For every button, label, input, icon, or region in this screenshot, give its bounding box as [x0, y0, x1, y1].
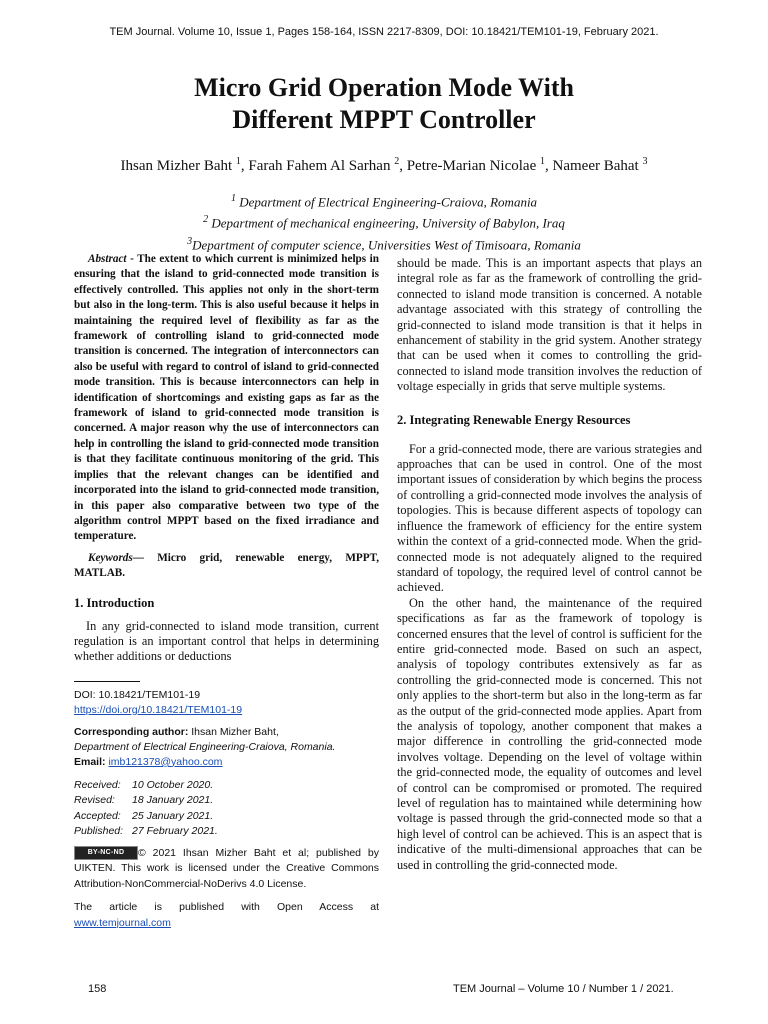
date-received: Received: 10 October 2020.: [74, 778, 214, 791]
journal-footer: TEM Journal – Volume 10 / Number 1 / 2021.: [453, 983, 674, 995]
author-affil-ref: 1: [235, 156, 241, 167]
date-published: Published: 27 February 2021.: [74, 825, 218, 838]
affiliation: $^1$ Department of Electrical Engineering-Craiova, Romania: [230, 193, 538, 210]
author-affil-ref: 1: [540, 156, 545, 167]
body-paragraph: should be made. This is an important aspects that plays an integral role as far as the framework of controlling the grid-connected to island mode transition is concerned. A notable advantage associated with this strategy of controlling the grid-connected to island mode transition is that it helps in enhancement of stability in the grid system. Another strategy that can be used when it comes to controlling the grid-connected to island mode transition involves the reduction of voltage especially in grids that serve multiple systems.: [397, 256, 702, 394]
email-link[interactable]: imb121378@yahoo.com: [108, 755, 223, 768]
author-name: Nameer Bahat: [552, 158, 639, 174]
page-number: 158: [88, 983, 107, 995]
abstract-label: Abstract: [88, 253, 127, 265]
doi-text: DOI: 10.18421/TEM101-19: [74, 688, 201, 701]
abstract-text: - The extent to which current is minimized helps in ensuring that the island to grid-connected mode transition is effectively controlled. This applies not only in the short-term but also in the long-term. This is also useful because it helps in maintaining the required level of flexibility as far as the framework of controlling island to grid-connected mode transition is concerned. The integration of interconnectors can also be useful with regard to control of island to grid-connected mode transition. This is because interconnectors can help in identification of shortcomings and existing gaps as far as the framework of island to grid-connected mode transition is concerned. A major reason why the use of interconnectors can help in controlling the island to grid-connected mode transition is that they facilitate continuous monitoring of the grid. This implies that the relevant changes can be identified and incorporated into the island to grid-connected mode transition, in this paper also comparative between two type of the algorithm control MPPT based on the fixed irradiance and temperature.: [74, 253, 379, 543]
author-name: Farah Fahem Al Sarhan: [248, 158, 391, 174]
footnote-block: [74, 688, 379, 932]
author-affil-ref: 2: [394, 156, 400, 167]
author-affil-ref: 3: [642, 156, 648, 167]
date-list: [74, 778, 379, 840]
left-column: [74, 252, 379, 931]
affiliation: $^3$Department of computer science, Universities West of Timisoara, Romania: [187, 235, 581, 252]
corresponding-author-affiliation: Department of Electrical Engineering-Craiova, Romania.: [74, 740, 336, 753]
affiliation: $^2$ Department of mechanical engineering, University of Babylon, Iraq: [203, 214, 565, 231]
keywords-text: — Micro grid, renewable energy, MPPT, MATLAB.: [74, 551, 379, 580]
affiliation-list: [0, 190, 768, 254]
open-access-note: The article is published with Open Access at www.temjournal.com: [74, 901, 379, 929]
author-list: Ihsan Mizher Baht $^1$, Farah Fahem Al Sarhan $^2$, Petre-Marian Nicolae $^1$, Nameer Bahat $^3$: [120, 156, 648, 174]
abstract: [74, 252, 379, 545]
corresponding-author-name: Ihsan Mizher Baht,: [188, 725, 279, 738]
email-label: Email:: [74, 755, 106, 768]
journal-citation-header: TEM Journal. Volume 10, Issue 1, Pages 158-164, ISSN 2217-8309, DOI: 10.18421/TEM101-19, February 2021.: [109, 26, 659, 38]
keywords: [74, 551, 379, 582]
author-name: Ihsan Mizher Baht: [120, 158, 233, 174]
introduction-paragraph: In any grid-connected to island mode transition, current regulation is an important control that helps in determining whether additions or deductions: [74, 618, 379, 664]
journal-website-link[interactable]: www.temjournal.com: [74, 916, 171, 929]
corresponding-author-label: Corresponding author:: [74, 725, 189, 738]
section-heading-introduction: 1. Introduction: [74, 595, 155, 610]
body-paragraph: For a grid-connected mode, there are various strategies and approaches that can be used in control. One of the most important issues of consideration by which begins the process of controlling a grid-connected mode involves the analysis of topologies. This is because different aspects of topology can influence the framework of efficiency for the entire system within the context of a grid-connected mode. When the grid-connected mode is not adequately aligned to the required standard of topology, the required level of control cannot be achieved.: [397, 441, 702, 595]
license-text: BY-NC-ND © 2021 Ihsan Mizher Baht et al; published by UIKTEN. This work is licensed under the Creative Commons Attribution-NonCommercial-NoDerivs 4.0 License.: [74, 846, 379, 890]
body-paragraph: On the other hand, the maintenance of the required specifications as far as the framework of topology is concerned ensures that the level of control is sufficient for the entire grid-connected mode. Based on such an aspect, analysis of topology contributes extensively as far as controlling the grid-connected mode is concerned. This not only applies to the short-term but also in the long-term as far as the output of the grid-connected mode applies. Apart from the analysis of topology, another component that makes a major difference in controlling the grid-connected mode involves voltage. Depending on the level of voltage within the grid-connected mode, the equality of outcomes and level of control can be compromised or promoted. The required level of regulation has to maintained while determining how voltage is passed through the grid-connected mode so that a high level of control can be achieved. This is an aspect that is indicative of the multi-dimensional approaches that can be used in controlling the grid-connected mode.: [397, 595, 702, 872]
paper-title: [0, 72, 768, 136]
author-name: Petre-Marian Nicolae: [406, 158, 537, 174]
right-column: [397, 256, 702, 873]
section-heading-renewable: 2. Integrating Renewable Energy Resources: [397, 412, 631, 427]
date-revised: Revised: 18 January 2021.: [74, 794, 214, 807]
title-line-2: Different MPPT Controller: [232, 105, 536, 134]
date-accepted: Accepted: 25 January 2021.: [74, 809, 214, 822]
title-line-1: Micro Grid Operation Mode With: [194, 73, 574, 102]
cc-license-icon: BY-NC-ND: [74, 846, 138, 860]
keywords-label: Keywords: [88, 551, 133, 564]
doi-link[interactable]: https://doi.org/10.18421/TEM101-19: [74, 703, 243, 716]
footnote-divider: [74, 681, 140, 682]
